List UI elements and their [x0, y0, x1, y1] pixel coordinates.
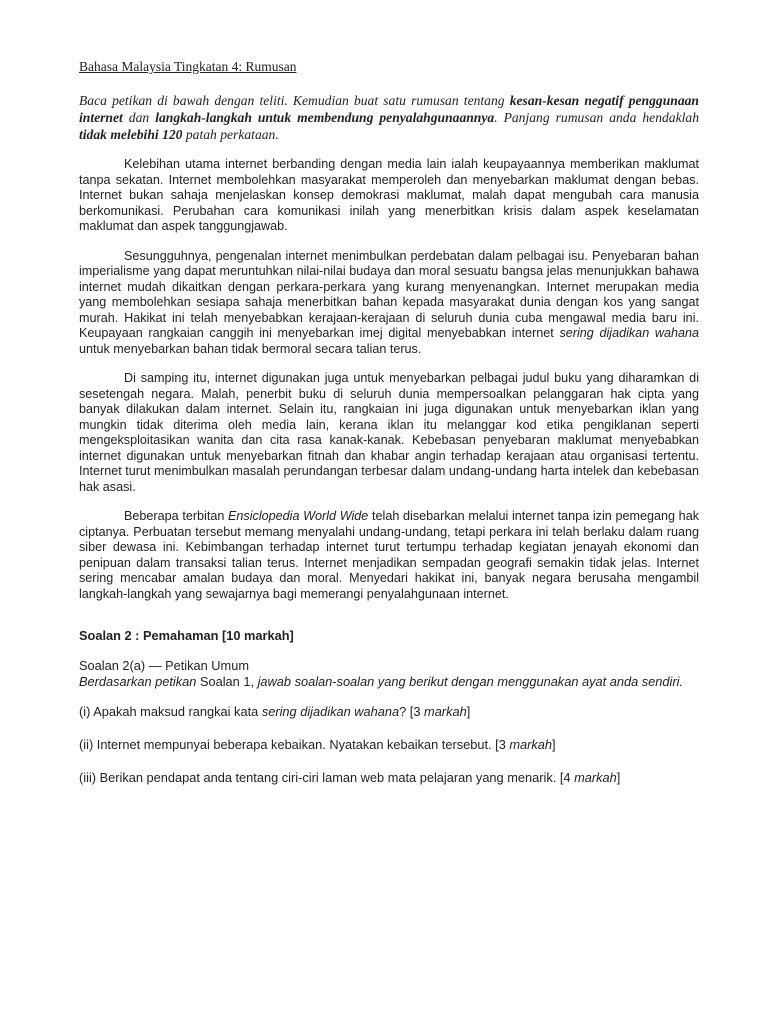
- question-text: ? [3: [399, 704, 425, 719]
- section-instruction: [79, 674, 699, 690]
- question-text: ]: [552, 737, 556, 752]
- question-1: [79, 704, 699, 720]
- instruction-bold: langkah-langkah untuk membendung penyalahgunaannya: [155, 110, 495, 125]
- instruction-italic: Berdasarkan petikan: [79, 674, 197, 689]
- instruction-bold: tidak melebihi 120: [79, 127, 183, 142]
- section-heading: Soalan 2 : Pemahaman [10 markah]: [79, 628, 294, 643]
- paragraph-text: telah disebarkan melalui internet tanpa izin pemegang hak ciptanya. Perbuatan tersebut memang menyalahi undang-undang, tetapi perkara ini telah berlaku dalam ruang siber dewasa ini. Kebimbangan terhadap internet turut tertumpu terhadap kegiatan jenayah ekonomi dan penipuan dalam transaksi talian terus. Internet menjadikan sempadan geografi semakin tidak jelas. Internet sering mencabar amalan budaya dan moral. Menyedari hakikat ini, banyak negara berusaha mengambil langkah-langkah yang sewajarnya bagi memerangi penyalahgunaan internet.: [79, 509, 699, 601]
- question-text: (iii) Berikan pendapat anda tentang ciri-ciri laman web mata pelajaran yang menarik. [4: [79, 770, 575, 785]
- instruction-part: . Panjang rumusan anda hendaklah: [494, 110, 700, 125]
- question-text: ]: [466, 704, 471, 719]
- passage-paragraph-1: Kelebihan utama internet berbanding dengan media lain ialah keupayaannya memberikan maklumat tanpa sekatan. Internet membolehkan masyarakat memperoleh dan menyebarkan maklumat dengan bebas. Internet bukan sahaja menjelaskan konsep demokrasi maklumat, malah dapat mengubah cara manusia berkomunikasi. Perubahan cara komunikasi inilah yang menerbitkan krisis dalam aspek keselamatan maklumat dan aspek tanggungjawab.: [79, 157, 699, 233]
- question-italic: sering dijadikan wahana: [261, 704, 400, 719]
- instruction-italic: jawab soalan-soalan yang berikut dengan menggunakan ayat anda sendiri.: [257, 674, 684, 689]
- question-text: (ii) Internet mempunyai beberapa kebaikan. Nyatakan kebaikan tersebut. [3: [79, 737, 510, 752]
- paragraph-text: untuk menyebarkan bahan tidak bermoral secara talian terus.: [79, 341, 422, 356]
- instruction-bold: kesan-kesan negatif penggunaan internet: [79, 93, 699, 125]
- instruction-part: Baca petikan di bawah dengan teliti. Kemudian buat satu rumusan tentang: [79, 93, 510, 108]
- document-title: Bahasa Malaysia Tingkatan 4: Rumusan: [79, 59, 297, 74]
- instruction-text: [79, 92, 699, 143]
- section-subheading: Soalan 2(a) — Petikan Umum: [79, 658, 249, 673]
- paragraph-text: Sesungguhnya, pengenalan internet menimbulkan perdebatan dalam pelbagai isu. Penyebaran bahan imperialisme yang dapat meruntuhkan nilai-nilai budaya dan moral sesuatu bangsa jelas menunjukkan bahawa internet mudah dikaitkan dengan perkara-perkara yang kurang menyenangkan. Internet merupakan media yang membolehkan sesiapa sahaja menerbitkan bahan kepada masyarakat dunia dengan kos yang sangat murah. Hakikat ini telah menyebabkan kerajaan-kerajaan di seluruh dunia cuba mengawal media baru ini. Keupayaan rangkaian canggih ini menyebarkan imej digital menyebabkan internet: [79, 248, 699, 340]
- marks-label: markah: [574, 770, 617, 785]
- paragraph-italic: sering dijadikan wahana: [559, 326, 700, 340]
- passage-paragraph-3: Di samping itu, internet digunakan juga untuk menyebarkan pelbagai judul buku yang diharamkan di sesetengah negara. Malah, penerbit buku di seluruh dunia mempersoalkan pelanggaran hak cipta yang banyak dilakukan dalam internet. Selain itu, rangkaian ini juga digunakan untuk menyebarkan iklan yang mungkin tidak diterima oleh media lain, kerana iklan itu melanggar kod etika pengiklanan seperti mengeksploitasikan wanita dan cita rasa kanak-kanak. Kebebasan penyebaran maklumat menyebabkan internet digunakan untuk menyebarkan fitnah dan khabar angin terhadap kerajaan atau organisasi tertentu. Internet turut menimbulkan masalah perundangan terbesar dalam undang-undang harta intelek dan kebebasan hak asasi.: [79, 371, 699, 494]
- question-text: (i) Apakah maksud rangkai kata: [79, 704, 262, 719]
- paragraph-italic: Ensiclopedia World Wide: [228, 509, 369, 523]
- question-text: ]: [616, 770, 621, 785]
- passage-paragraph-4: [79, 509, 699, 602]
- instruction-part: dan: [122, 110, 156, 125]
- instruction-part: Soalan 1,: [196, 674, 258, 689]
- paragraph-text: Beberapa terbitan: [124, 509, 229, 523]
- marks-label: markah: [509, 737, 553, 752]
- instruction-part: patah perkataan.: [182, 127, 279, 142]
- marks-label: markah: [424, 704, 467, 719]
- document-page: [79, 58, 699, 803]
- question-2: [79, 737, 699, 753]
- question-3: [79, 770, 699, 786]
- passage-paragraph-2: [79, 249, 699, 358]
